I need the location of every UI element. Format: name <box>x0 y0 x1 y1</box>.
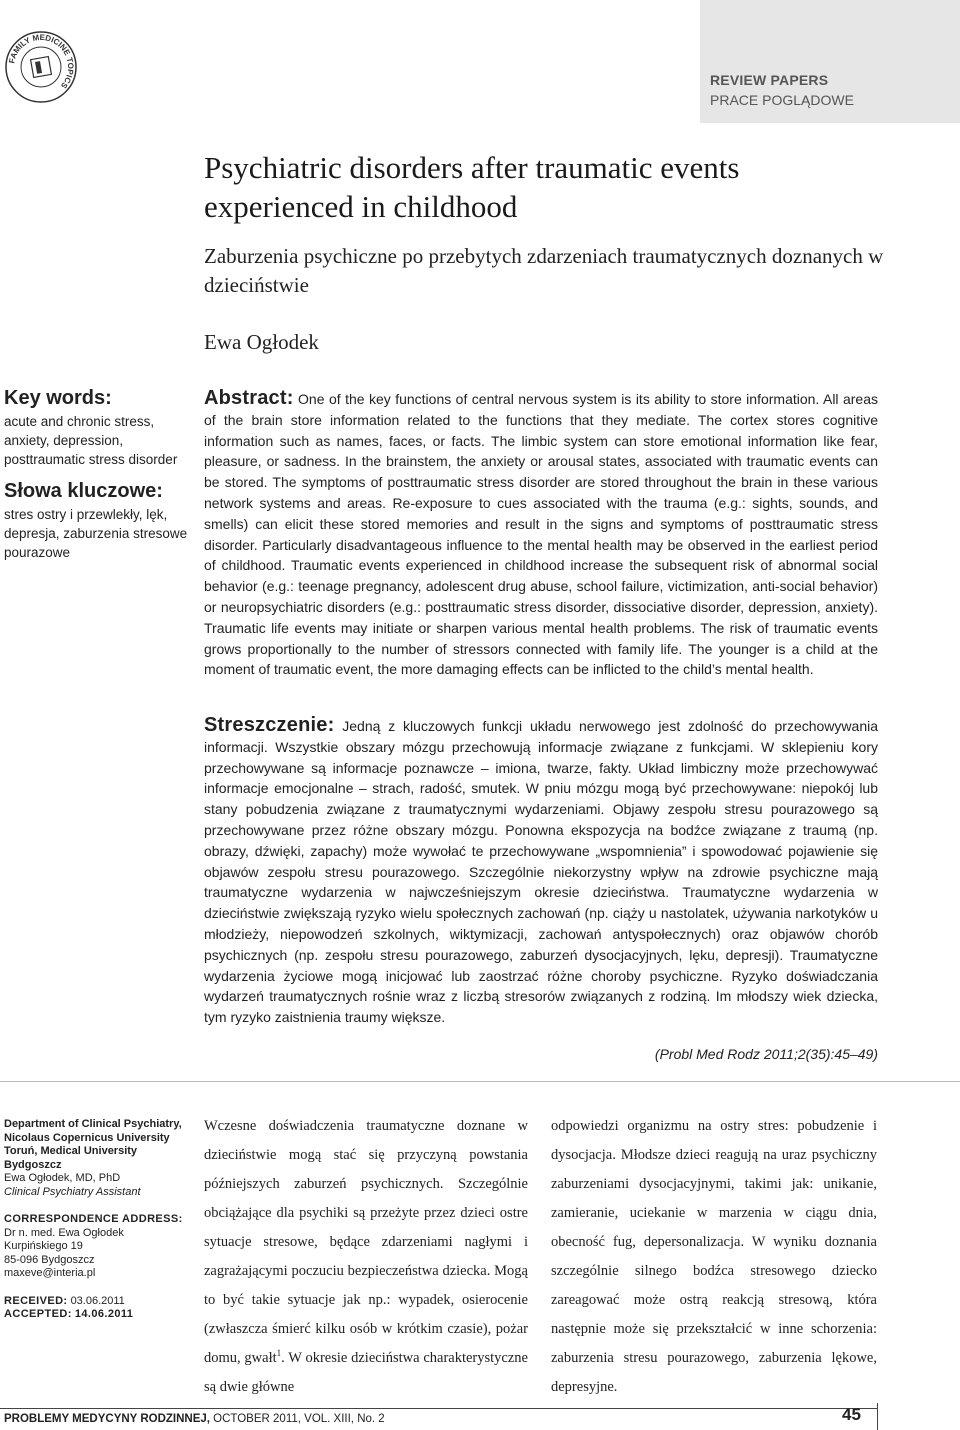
affiliation-block <box>4 1118 184 1322</box>
journal-logo <box>4 30 78 104</box>
correspondence-city: 85-096 Bydgoszcz <box>4 1253 95 1266</box>
correspondence-street: Kurpińskiego 19 <box>4 1240 83 1252</box>
keywords-heading-en: Key words: <box>4 387 112 409</box>
abstract-label: Abstract: <box>204 387 294 409</box>
affiliation-author: Ewa Ogłodek, MD, PhD <box>4 1172 121 1184</box>
footer-rule <box>0 1408 878 1409</box>
correspondence-email[interactable]: maxeve@interia.pl <box>4 1267 96 1279</box>
affiliation-department: Department of Clinical Psychiatry, Nicolaus Copernicus University Toruń, Medical University Bydgoszcz <box>4 1118 182 1171</box>
footer-issue: OCTOBER 2011, VOL. XIII, No. 2 <box>213 1413 385 1425</box>
correspondence-name: Dr n. med. Ewa Ogłodek <box>4 1226 124 1239</box>
body-col1-text: Wczesne doświadczenia traumatyczne doznane w dzieciństwie mogą stać się przyczyną powstania późniejszych zaburzeń psychicznych. Szczególnie obciążające dla psychiki są przeżyte przez dzieci ostre sytuacje stresowe, będące zdarzeniami nagłymi i zagrażającymi poczuciu bezpieczeństwa dziecka. Mogą to być takie sytuacje jak np.: wypadek, osierocenie (zwłaszcza śmierć kilku osób w krótkim czasie), pożar domu, gwałt <box>204 1118 528 1366</box>
abstract-block <box>204 388 878 680</box>
body-column-left <box>204 1112 528 1402</box>
logo-ring-text: FAMILY MEDICINE TOPICS <box>7 32 76 91</box>
abstract-text: One of the key functions of central nervous system is its ability to store information. All areas of the brain store information related to the functions that they mediate. The cortex stores cognitive information such as names, faces, or facts. The limbic system can store emotional information like fear, pleasure, or sadness. In the brainstem, the anxiety or arousal states, associated with traumatic events can be stored. The symptoms of posttraumatic stress disorder are stored throughout the brain in these various network systems and areas. Re-exposure to cues associated with the trauma (e.g.: sights, sounds, and smells) can elicit these stored memories and result in the signs and symptoms of posttraumatic stress disorder. Particularly disadvantageous influence to the mental health may be observed in the earliest period of childhood. Traumatic events experienced in childhood increase the subsequent risk of abnormal social behavior (e.g.: teenage pregnancy, adolescent drug abuse, school failure, victimization, anti-social behavior) or neuropsychiatric disorders (e.g.: posttraumatic stress disorder, dissociative disorder, depression, anxiety). Traumatic life events may initiate or sharpen various mental health problems. The risk of traumatic events grows proportionally to the number of stressors connected with family life. The younger is a child at the moment of traumatic event, the more damaging effects can be inflicted to the child’s mental health. <box>204 391 879 678</box>
section-divider <box>0 1081 960 1082</box>
correspondence-label: CORRESPONDENCE ADDRESS: <box>4 1213 183 1225</box>
section-header-band <box>700 0 960 123</box>
keywords-terms-pl: stres ostry i przewlekły, lęk, depresja, zaburzenia stresowe pourazowe <box>4 507 188 560</box>
page-number: 45 <box>842 1405 861 1424</box>
section-category-en: REVIEW PAPERS <box>710 72 829 88</box>
journal-seal-icon <box>4 30 78 104</box>
article-subtitle: Zaburzenia psychiczne po przebytych zdarzeniach traumatycznych doznanych w dzieciństwie <box>204 244 884 297</box>
affiliation-position: Clinical Psychiatry Assistant <box>4 1185 141 1198</box>
footnote-ref[interactable]: 1 <box>276 1348 282 1359</box>
footer-vertical-rule <box>877 1403 878 1430</box>
section-category-pl: PRACE POGLĄDOWE <box>710 92 854 108</box>
streszczenie-block <box>204 715 878 1028</box>
keywords-terms-en: acute and chronic stress, anxiety, depression, posttraumatic stress disorder <box>4 414 178 467</box>
footer-journal-info <box>4 1413 385 1425</box>
streszczenie-text: Jedną z kluczowych funkcji układu nerwowego jest zdolność do przechowywania informacji. Wszystkie obszary mózgu przechowują informacje związane z funkcjami. W sklepieniu kory przechowywane są informacje poznawcze – imiona, twarze, fakty. Układ limbiczny może przechowywać informacje emocjonalne – strach, radość, smutek. W pniu mózgu mogą być przechowywane: niepokój lub stany pobudzenia związane z traumatycznymi wydarzeniami. Objawy zespołu stresu pourazowego są przechowywane przez różne obszary mózgu. Ponowna ekspozycja na bodźce związane z traumą (np. obrazy, dźwięki, zapachy) może wywołać te przechowywane „wspomnienia” i spowodować pojawienie się objawów zespołu stresu pourazowego. Szczególnie niekorzystny wpływ na zdrowie psychiczne mają traumatyczne wydarzenia w najwcześniejszym okresie dzieciństwa. Traumatyczne wydarzenia w dzieciństwie zwiększają ryzyko wielu społecznych zachowań (np. ciąży u nastolatek, używania narkotyków u młodzieży, niepowodzeń szkolnych, wiktymizacji, zachowań antyspołecznych) oraz objawów chorób psychicznych (np. zespołu stresu pourazowego, zaburzeń dysocjacyjnych, lęku, depresji). Traumatyczne wydarzenia życiowe mogą inicjować lub zaostrzać różne choroby psychiczne. Ryzyko doświadczania wydarzeń traumatycznych rośnie wraz z liczbą stresorów związanych z rodziną. Im młodszy wiek dziecka, tym ryzyko zaistnienia traumy większe. <box>204 718 878 1026</box>
footer-journal-name: PROBLEMY MEDYCYNY RODZINNEJ, <box>4 1413 210 1425</box>
keywords-heading-pl: Słowa kluczowe: <box>4 480 163 502</box>
article-title: Psychiatric disorders after traumatic events experienced in childhood <box>204 150 740 224</box>
received-date: 03.06.2011 <box>70 1294 125 1307</box>
streszczenie-label: Streszczenie: <box>204 714 335 736</box>
body-column-right: odpowiedzi organizmu na ostry stres: pobudzenie i dysocjacja. Młodsze dzieci reagują na uraz psychiczny zaburzeniami dysocjacyjnymi, takimi jak: unikanie, zamieranie, uciekanie w marzenia w ciągu dnia, obecność fug, depersonalizacja. W wyniku doznania szczególnie silnego bodźca stresowego dziecko zareagować może ostrą reakcją stresową, która następnie może się przekształcić w inne schorzenia: zaburzenia stresu pourazowego, zaburzenia lękowe, depresyjne. <box>551 1118 877 1395</box>
body-col1-tail: . W okresie dzieciństwa charakterystyczne są dwie główne <box>204 1350 528 1395</box>
accepted-label: ACCEPTED: <box>4 1308 72 1320</box>
keywords-sidebar <box>4 386 194 562</box>
article-author: Ewa Ogłodek <box>204 330 319 354</box>
citation: (Probl Med Rodz 2011;2(35):45–49) <box>654 1046 878 1062</box>
received-label: RECEIVED: <box>4 1294 68 1307</box>
accepted-date: 14.06.2011 <box>74 1308 134 1320</box>
